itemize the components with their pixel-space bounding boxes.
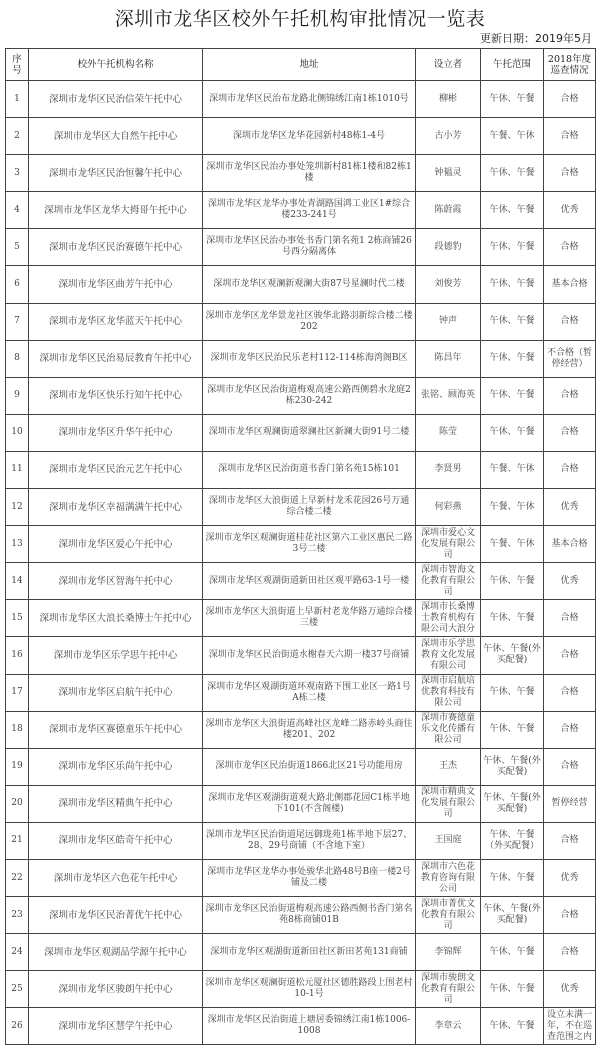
table-row	[6, 711, 596, 748]
institution-name: 深圳市龙华区六色花午托中心	[29, 859, 203, 896]
institution-name: 深圳市龙华区民治赛德午托中心	[29, 229, 203, 266]
inspection-result: 合格	[544, 822, 596, 859]
founder: 刘俊芳	[416, 266, 481, 303]
row-number: 15	[6, 600, 29, 637]
inspection-result: 合格	[544, 414, 596, 451]
table-row	[6, 451, 596, 488]
institution-name: 深圳市龙华区观湖品学源午托中心	[29, 934, 203, 971]
institution-name: 深圳市龙华区皓奇午托中心	[29, 822, 203, 859]
inspection-result: 优秀	[544, 971, 596, 1008]
care-scope: 午休、午餐	[481, 600, 544, 637]
inspection-result: 合格	[544, 451, 596, 488]
row-number: 14	[6, 563, 29, 600]
founder: 陈莹	[416, 414, 481, 451]
founder: 王国庭	[416, 822, 481, 859]
row-number: 2	[6, 118, 29, 155]
founder: 深圳市启航培优教育科技有限公司	[416, 674, 481, 711]
header-inspection: 2018年度巡查情况	[544, 49, 596, 81]
address: 深圳市龙华区龙华办事处青湖路国鸿工业区1#综合楼233-241号	[203, 192, 416, 229]
address: 深圳市龙华区民治街道尾远御珑苑1栋半地下层27、28、29号商铺（不含地下室）	[203, 822, 416, 859]
founder: 深圳市精典文化发展有限公司	[416, 785, 481, 822]
founder: 钟韫灵	[416, 155, 481, 192]
address: 深圳市龙华区龙华办事处骏华北路48号B座一楼2号铺及二楼	[203, 859, 416, 896]
founder: 何彩燕	[416, 489, 481, 526]
institution-name: 深圳市龙华区快乐行知午托中心	[29, 377, 203, 414]
care-scope: 午餐、午休	[481, 451, 544, 488]
row-number: 20	[6, 785, 29, 822]
care-scope: 午休、午餐	[481, 711, 544, 748]
table-row	[6, 971, 596, 1008]
inspection-result: 合格	[544, 118, 596, 155]
care-scope: 午休、午餐（外买配餐）	[481, 822, 544, 859]
address: 深圳市龙华区观澜街道翠澜社区新澜大街91号二楼	[203, 414, 416, 451]
row-number: 10	[6, 414, 29, 451]
row-number: 18	[6, 711, 29, 748]
founder: 段德豹	[416, 229, 481, 266]
institution-name: 深圳市龙华区智海午托中心	[29, 563, 203, 600]
institution-name: 深圳市龙华区民治信荣午托中心	[29, 81, 203, 118]
row-number: 17	[6, 674, 29, 711]
address: 深圳市龙华区民治办事处书香门第名苑1 2栋商铺26号西分隔离体	[203, 229, 416, 266]
inspection-result: 合格	[544, 748, 596, 785]
care-scope: 午餐、午休	[481, 526, 544, 563]
page-title: 深圳市龙华区校外午托机构审批情况一览表	[114, 8, 486, 30]
care-scope: 午休、午餐	[481, 563, 544, 600]
table-row	[6, 674, 596, 711]
table-row	[6, 303, 596, 340]
inspection-result: 不合格（暂停经营）	[544, 340, 596, 377]
table-header-row	[6, 49, 596, 81]
institution-name: 深圳市龙华区启航午托中心	[29, 674, 203, 711]
care-scope: 午休、午餐	[481, 859, 544, 896]
table-row	[6, 118, 596, 155]
address: 深圳市龙华区龙华花园新村48栋1-4号	[203, 118, 416, 155]
care-scope: 午休、午餐	[481, 81, 544, 118]
founder: 古小芳	[416, 118, 481, 155]
header-name: 校外午托机构名称	[29, 49, 203, 81]
care-scope: 午休、午餐	[481, 229, 544, 266]
institution-name: 深圳市龙华区乐学思午托中心	[29, 637, 203, 674]
institution-name: 深圳市龙华区赛德童乐午托中心	[29, 711, 203, 748]
row-number: 25	[6, 971, 29, 1008]
address: 深圳市龙华区观澜新观澜大街87号星澜时代二楼	[203, 266, 416, 303]
care-scope: 午休、午餐	[481, 934, 544, 971]
institution-name: 深圳市龙华区龙华蓝天午托中心	[29, 303, 203, 340]
row-number: 1	[6, 81, 29, 118]
inspection-result: 基本合格	[544, 526, 596, 563]
care-scope: 午餐、午休	[481, 489, 544, 526]
founder: 钟声	[416, 303, 481, 340]
table-row	[6, 155, 596, 192]
table-row	[6, 229, 596, 266]
table-row	[6, 526, 596, 563]
address: 深圳市龙华区观湖街道新田社区新田茗苑131商铺	[203, 934, 416, 971]
founder: 深圳市赛德童乐文化传播有限公司	[416, 711, 481, 748]
founder: 深圳市骏朗文化教育有限公司	[416, 971, 481, 1008]
inspection-result: 优秀	[544, 192, 596, 229]
table-row	[6, 897, 596, 934]
founder: 深圳市爱心文化发展有限公司	[416, 526, 481, 563]
institution-name: 深圳市龙华区升华午托中心	[29, 414, 203, 451]
institution-name: 深圳市龙华区骏朗午托中心	[29, 971, 203, 1008]
address: 深圳市龙华区民治布龙路北侧锦绣江南1栋1010号	[203, 81, 416, 118]
founder: 深圳市六色花教育咨询有限公司	[416, 859, 481, 896]
founder: 深圳市菁优文化教育有限公司	[416, 897, 481, 934]
row-number: 19	[6, 748, 29, 785]
care-scope: 午休、午餐(外买配餐)	[481, 785, 544, 822]
care-scope: 午休、午餐(外买配餐)	[481, 748, 544, 785]
table-row	[6, 934, 596, 971]
table-row	[6, 192, 596, 229]
table-row	[6, 748, 596, 785]
address: 深圳市龙华区观湖街道观大路北侧郡花园C1栋半地下101(不含阁楼)	[203, 785, 416, 822]
address: 深圳市龙华区观澜街道桂花社区第六工业区惠民二路3号二楼	[203, 526, 416, 563]
inspection-result: 优秀	[544, 859, 596, 896]
row-number: 5	[6, 229, 29, 266]
care-scope: 午休、午餐(外买配餐)	[481, 897, 544, 934]
row-number: 26	[6, 1008, 29, 1045]
row-number: 6	[6, 266, 29, 303]
table-row	[6, 563, 596, 600]
institution-name: 深圳市龙华区民治菁优午托中心	[29, 897, 203, 934]
row-number: 13	[6, 526, 29, 563]
care-scope: 午休、午餐	[481, 155, 544, 192]
table-row	[6, 637, 596, 674]
founder: 王杰	[416, 748, 481, 785]
header-scope: 午托范围	[481, 49, 544, 81]
address: 深圳市龙华区民治办事处笼圳新村81栋1楼和82栋1楼	[203, 155, 416, 192]
row-number: 4	[6, 192, 29, 229]
header-address: 地址	[203, 49, 416, 81]
row-number: 8	[6, 340, 29, 377]
inspection-result: 合格	[544, 637, 596, 674]
inspection-result: 优秀	[544, 489, 596, 526]
care-scope: 午休、午餐	[481, 674, 544, 711]
care-scope: 午休、午餐	[481, 377, 544, 414]
table-row	[6, 859, 596, 896]
table-row	[6, 340, 596, 377]
table-row	[6, 377, 596, 414]
inspection-result: 合格	[544, 81, 596, 118]
address: 深圳市龙华区民治街道书香门第名苑15栋101	[203, 451, 416, 488]
care-scope: 午休、午餐	[481, 192, 544, 229]
inspection-result: 设立未满一年，不在巡查范围之内	[544, 1008, 596, 1045]
founder: 陈昌年	[416, 340, 481, 377]
row-number: 24	[6, 934, 29, 971]
care-scope: 午休、午餐	[481, 340, 544, 377]
table-row	[6, 489, 596, 526]
founder: 柳彬	[416, 81, 481, 118]
founder: 李章云	[416, 1008, 481, 1045]
inspection-result: 合格	[544, 377, 596, 414]
inspection-result: 合格	[544, 229, 596, 266]
institution-name: 深圳市龙华区幸福满满午托中心	[29, 489, 203, 526]
row-number: 16	[6, 637, 29, 674]
address: 深圳市龙华区观澜街道松元厦社区德胜路段上围老村10-1号	[203, 971, 416, 1008]
address: 深圳市龙华区龙华景龙社区骏华北路羽新综合楼二楼202	[203, 303, 416, 340]
inspection-result: 合格	[544, 674, 596, 711]
table-row	[6, 1008, 596, 1045]
address: 深圳市龙华区民治街道梅观高速公路西侧碧水龙庭2栋230-242	[203, 377, 416, 414]
update-date: 更新日期：2019年5月	[480, 32, 592, 45]
row-number: 3	[6, 155, 29, 192]
institution-name: 深圳市龙华区乐尚午托中心	[29, 748, 203, 785]
institution-name: 深圳市龙华区大自然午托中心	[29, 118, 203, 155]
inspection-result: 合格	[544, 155, 596, 192]
institution-name: 深圳市龙华区民治恒馨午托中心	[29, 155, 203, 192]
header-no: 序号	[6, 49, 29, 81]
table-row	[6, 414, 596, 451]
founder: 深圳市长桑博士教育机构有限公司大浪分	[416, 600, 481, 637]
institution-name: 深圳市龙华区龙华大拇哥午托中心	[29, 192, 203, 229]
row-number: 12	[6, 489, 29, 526]
table-row	[6, 785, 596, 822]
institution-name: 深圳市龙华区民治元艺午托中心	[29, 451, 203, 488]
care-scope: 午休、午餐	[481, 266, 544, 303]
institution-name: 深圳市龙华区民治易辰教育午托中心	[29, 340, 203, 377]
institution-name: 深圳市龙华区爱心午托中心	[29, 526, 203, 563]
address: 深圳市龙华区观湖街道新田社区观平路63-1号一楼	[203, 563, 416, 600]
table-row	[6, 822, 596, 859]
table-row	[6, 81, 596, 118]
inspection-result: 基本合格	[544, 266, 596, 303]
address: 深圳市龙华区大浪街道高峰社区龙峰二路赤岭头商住楼201、202	[203, 711, 416, 748]
inspection-result: 合格	[544, 934, 596, 971]
table-row	[6, 600, 596, 637]
founder: 深圳市智海文化教育有限公司	[416, 563, 481, 600]
founder: 李贤男	[416, 451, 481, 488]
row-number: 7	[6, 303, 29, 340]
care-scope: 午休、午餐	[481, 303, 544, 340]
address: 深圳市龙华区民治街道水榭春天六期一楼37号商铺	[203, 637, 416, 674]
inspection-result: 合格	[544, 600, 596, 637]
header-founder: 设立者	[416, 49, 481, 81]
row-number: 9	[6, 377, 29, 414]
approval-table	[5, 48, 596, 1045]
inspection-result: 合格	[544, 897, 596, 934]
care-scope: 午休、午餐	[481, 971, 544, 1008]
address: 深圳市龙华区民治街道上塘居委锦绣江南1栋1006-1008	[203, 1008, 416, 1045]
care-scope: 午休、午餐	[481, 1008, 544, 1045]
founder: 陈蔚霞	[416, 192, 481, 229]
address: 深圳市龙华区大浪街道上早新村龙禾花园26号万通综合楼二楼	[203, 489, 416, 526]
address: 深圳市龙华区民治民乐老村112-114栋海湾阁B区	[203, 340, 416, 377]
inspection-result: 合格	[544, 711, 596, 748]
founder: 张铭、顾海英	[416, 377, 481, 414]
address: 深圳市龙华区民治街道梅观高速公路西侧书香门第名苑8栋商铺01B	[203, 897, 416, 934]
institution-name: 深圳市龙华区大浪长桑博士午托中心	[29, 600, 203, 637]
care-scope: 午休、午餐(外买配餐)	[481, 637, 544, 674]
address: 深圳市龙华区观湖街道环观南路下围工业区一路1号A栋二楼	[203, 674, 416, 711]
row-number: 21	[6, 822, 29, 859]
inspection-result: 合格	[544, 303, 596, 340]
inspection-result: 暂停经营	[544, 785, 596, 822]
address: 深圳市龙华区大浪街道上早新村老龙华路万通综合楼三楼	[203, 600, 416, 637]
institution-name: 深圳市龙华区精典午托中心	[29, 785, 203, 822]
address: 深圳市龙华区民治街道1866北区21号功能用房	[203, 748, 416, 785]
row-number: 22	[6, 859, 29, 896]
row-number: 23	[6, 897, 29, 934]
table-row	[6, 266, 596, 303]
care-scope: 午餐、午休	[481, 118, 544, 155]
institution-name: 深圳市龙华区曲芳午托中心	[29, 266, 203, 303]
founder: 李锦辉	[416, 934, 481, 971]
care-scope: 午休、午餐	[481, 414, 544, 451]
inspection-result: 优秀	[544, 563, 596, 600]
row-number: 11	[6, 451, 29, 488]
founder: 深圳市乐学思教育文化发展有限公司	[416, 637, 481, 674]
institution-name: 深圳市龙华区慧学午托中心	[29, 1008, 203, 1045]
